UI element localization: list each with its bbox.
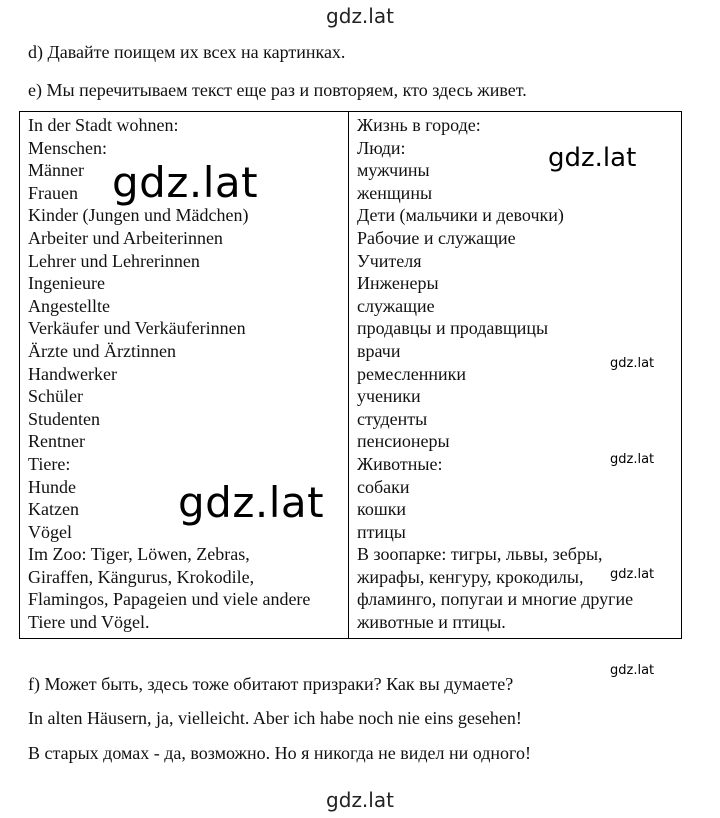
russian-term: ученики <box>357 386 421 407</box>
german-term: Rentner <box>28 431 85 452</box>
german-term: Männer <box>28 160 84 181</box>
russian-term: служащие <box>357 295 435 316</box>
russian-term: врачи <box>357 340 401 361</box>
russian-term: фламинго, попугаи и многие другие <box>357 589 634 610</box>
russian-term: студенты <box>357 408 428 429</box>
german-term: Hunde <box>28 476 76 497</box>
german-term: Kinder (Jungen und Mädchen) <box>28 205 249 226</box>
watermark-small-2: gdz.lat <box>610 452 655 467</box>
russian-term: В зоопарке: тигры, львы, зебры, <box>357 544 603 565</box>
answer-russian: В старых домах - да, возможно. Но я никогда не видел ни одного! <box>28 743 531 763</box>
german-term: Ärzte und Ärztinnen <box>28 340 176 361</box>
russian-term: женщины <box>357 182 433 203</box>
russian-term: птицы <box>357 521 406 542</box>
german-term: Giraffen, Kängurus, Krokodile, <box>28 566 255 587</box>
russian-term: Люди: <box>357 137 406 158</box>
russian-term: кошки <box>357 499 407 520</box>
task-d-text: d) Давайте поищем их всех на картинках. <box>28 42 346 62</box>
russian-term: Дети (мальчики и девочки) <box>357 205 564 226</box>
russian-term: ремесленники <box>357 363 467 384</box>
russian-term: Рабочие и служащие <box>357 227 516 248</box>
russian-term: Животные: <box>357 453 443 474</box>
german-term: Katzen <box>28 499 79 520</box>
russian-term: Учителя <box>357 250 422 271</box>
russian-term: пенсионеры <box>357 431 450 452</box>
german-term: Menschen: <box>28 137 107 158</box>
german-term: Verkäufer und Verkäuferinnen <box>28 318 246 339</box>
watermark-medium: gdz.lat <box>548 143 637 173</box>
watermark-top: gdz.lat <box>326 4 394 28</box>
german-term: Tiere und Vögel. <box>28 612 150 633</box>
russian-term: Жизнь в городе: <box>357 115 481 135</box>
german-term: Arbeiter und Arbeiterinnen <box>28 227 223 248</box>
german-term: Tiere: <box>28 453 71 474</box>
german-term: Lehrer und Lehrerinnen <box>28 250 200 271</box>
russian-term: продавцы и продавщицы <box>357 318 549 339</box>
russian-term: мужчины <box>357 160 430 181</box>
german-term: Angestellte <box>28 295 110 316</box>
german-term: Handwerker <box>28 363 117 384</box>
german-term: Frauen <box>28 182 78 203</box>
watermark-small-4: gdz.lat <box>610 663 655 678</box>
german-term: Im Zoo: Tiger, Löwen, Zebras, <box>28 544 250 565</box>
watermark-small-1: gdz.lat <box>610 356 655 371</box>
russian-column <box>349 112 682 639</box>
watermark-small-3: gdz.lat <box>610 567 655 582</box>
russian-term: животные и птицы. <box>357 612 506 633</box>
german-term: Flamingos, Papageien und viele andere <box>28 589 311 610</box>
german-term: Schüler <box>28 386 83 407</box>
watermark-large-2: gdz.lat <box>178 478 325 527</box>
russian-term: Инженеры <box>357 273 439 294</box>
german-term: Ingenieure <box>28 273 105 294</box>
german-term: Vögel <box>28 521 72 542</box>
task-f-text: f) Может быть, здесь тоже обитают призраки? Как вы думаете? <box>28 674 514 694</box>
russian-term: собаки <box>357 476 410 497</box>
task-e-text: e) Мы перечитываем текст еще раз и повторяем, кто здесь живет. <box>28 80 527 100</box>
german-term: Studenten <box>28 408 100 429</box>
german-term: In der Stadt wohnen: <box>28 115 179 135</box>
watermark-bottom: gdz.lat <box>326 788 394 812</box>
russian-term: жирафы, кенгуру, крокодилы, <box>357 566 584 587</box>
watermark-large-1: gdz.lat <box>112 158 259 207</box>
answer-german: In alten Häusern, ja, vielleicht. Aber ich habe noch nie eins gesehen! <box>28 708 522 728</box>
